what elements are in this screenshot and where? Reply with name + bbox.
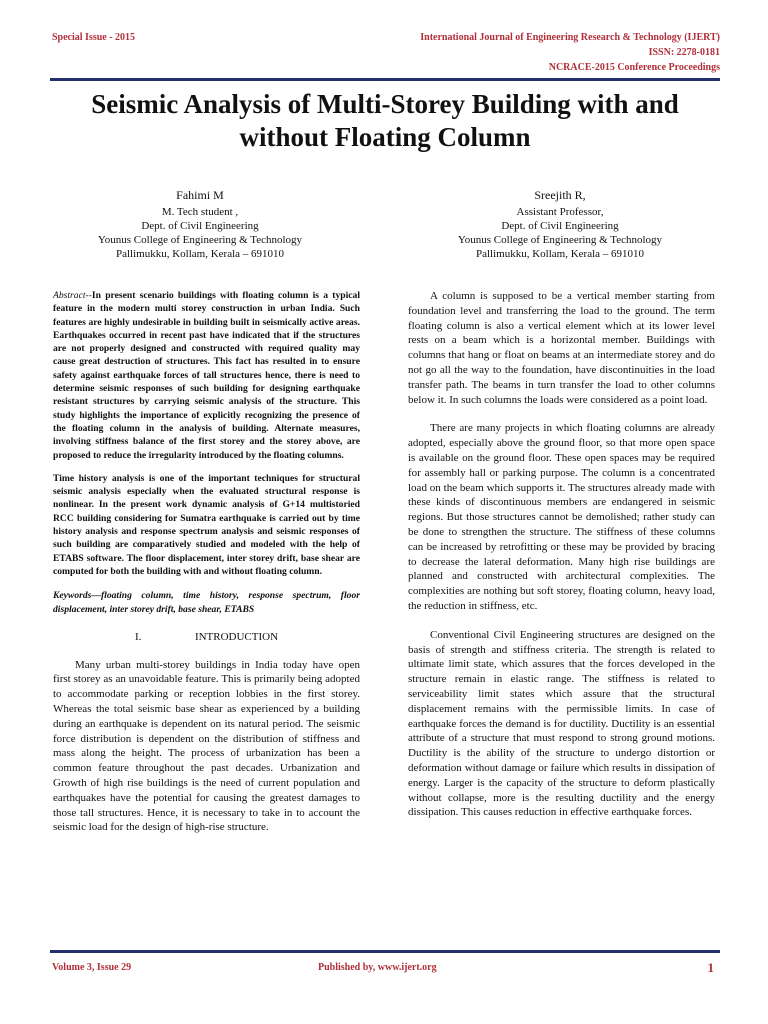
author-address: Pallimukku, Kollam, Kerala – 691010 — [475, 248, 645, 260]
body-paragraph: There are many projects in which floating columns are already adopted, especially above the ground floor, so that more open space is available on the ground floor. These open spaces may be required for assembly hall or parking purpose. The column is a concentrated load on the beam which supports it. The structures already made with these kinds of discontinuous members are endangered in seismic regions. But those structures cannot be demolished; rather study can be done to strengthen the structure. The stiffness of these columns can be increased by retrofitting or these may be provided by bracing to decrease the lateral deformation. Many high rise buildings are planned and constructed with architectural complexities. The complexities are nothing but soft storey, floating column, heavy load, the reduction in stiffness, etc. — [408, 422, 715, 612]
author-name: Fahimi M — [176, 188, 224, 202]
author-address: Pallimukku, Kollam, Kerala – 691010 — [115, 248, 285, 260]
author-block-1 — [50, 188, 350, 261]
abstract-label: Abstract-- — [53, 290, 92, 301]
header-issn: ISSN: 2278-0181 — [648, 47, 720, 58]
page-number: 1 — [707, 960, 714, 975]
abstract-paragraph-2: Time history analysis is one of the important techniques for structural seismic analysis especially when the evaluated structural response is nonlinear. In the present work dynamic analysis of G+14 multistoried RCC building considering for Sumatra earthquake is carried out by time history analysis and response spectrum analysis and seismic responses of such building are comparatively studied and modeled with the help of ETABS software. The floor displacement, inter storey drift, base shear are computed for both the building with and without floating column. — [53, 472, 360, 577]
keywords: Keywords—floating column, time history, response spectrum, floor displacement, inter storey drift, base shear, ETABS — [53, 590, 360, 615]
footer-volume: Volume 3, Issue 29 — [52, 962, 132, 973]
body-paragraph: Many urban multi-storey buildings in India today have open first storey as an unavoidable feature. This is primarily being adopted to accommodate parking or reception lobbies in the first storey. Whereas the total seismic base shear as experienced by a building during an earthquake is dependent on its natural period. The seismic force distribution is dependent on the distribution of stiffness and mass along the height. The process of urbanization has been a common feature throughout the past decades. Urbanization and Growth of high rise buildings is the need of current population and earthquakes have the potential for causing the greatest damages to those tall structures. Hence, it is necessary to take in to account the seismic load for the design of high-rise structure. — [53, 658, 360, 834]
header-issue: Special Issue - 2015 — [52, 32, 136, 43]
abstract — [53, 289, 360, 462]
author-name: Sreejith R, — [534, 188, 586, 202]
header-rule — [50, 78, 720, 81]
header-proceedings: NCRACE-2015 Conference Proceedings — [548, 62, 720, 73]
author-block-2 — [410, 188, 710, 261]
left-column — [53, 289, 360, 835]
section-title: INTRODUCTION — [194, 630, 279, 643]
abstract-text: In present scenario buildings with floating column is a typical feature in the modern multi storey construction in urban India. Such features are highly undesirable in building built in seismically active areas. Earthquakes occurred in recent past have indicated that if the structures are not properly designed and constructed with required quality may cause great destruction of structures. This fact has resulted in to ensure safety against earthquake forces of tall structures hence, there is need to determine seismic responses of such building for designing earthquake resistant structures by carrying seismic analysis of the structure. This study highlights the importance of explicitly recognizing the presence of the floating column in the analysis of building. Alternate measures, involving stiffness balance of the first storey and the storey above, are proposed to reduce the irregularity introduced by the floating columns. — [53, 290, 360, 461]
author-role: M. Tech student , — [161, 206, 239, 218]
right-column — [408, 289, 715, 820]
author-college: Younus College of Engineering & Technology — [457, 234, 663, 246]
author-dept: Dept. of Civil Engineering — [141, 220, 259, 232]
author-dept: Dept. of Civil Engineering — [501, 220, 619, 232]
body-paragraph: Conventional Civil Engineering structures are designed on the basis of strength and stiffness criteria. The strength is related to ultimate limit state, which assures that the forces developed in the structure remain in elastic range. The stiffness is related to serviceability limit states which assure that the structural displacement remains with the permissible limits. In case of earthquake forces the demand is for ductility. Ductility is an essential attribute of a structure that must respond to strong ground motions. Ductility is the ability of the structure to undergo distortion or deformation without damage or failure which results in dissipation of energy. Larger is the capacity of the structure to deform plastically without collapse, more is the resulting ductility and the energy dissipation. This causes reduction in effective earthquake forces. — [408, 628, 715, 819]
author-role: Assistant Professor, — [516, 206, 604, 218]
section-number: I. — [134, 630, 142, 643]
paper-title: Seismic Analysis of Multi-Storey Building with and without Floating Column — [91, 89, 679, 152]
author-college: Younus College of Engineering & Technology — [97, 234, 303, 246]
footer-publisher: Published by, www.ijert.org — [318, 962, 437, 973]
header-journal-name: International Journal of Engineering Research & Technology (IJERT) — [420, 32, 720, 43]
section-heading — [53, 630, 360, 645]
body-paragraph: A column is supposed to be a vertical member starting from foundation level and transferring the load to the ground. The term floating column is also a vertical element which at its lower level rests on a beam which is a horizontal member. Buildings with columns that hang or float on beams at an intermediate storey and do not go all the way to the foundation, have discontinuities in the load transfer path. The beams in turn transfer the load to other columns below it. In such columns the loads were considered as a point load. — [408, 290, 715, 406]
header-journal-info — [300, 30, 720, 75]
footer-rule — [50, 950, 720, 953]
